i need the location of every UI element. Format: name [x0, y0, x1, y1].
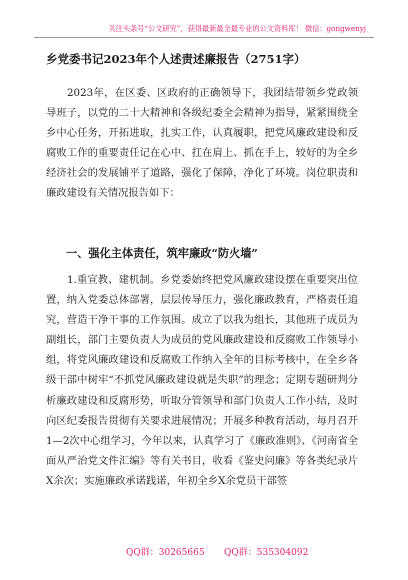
document-title: 乡党委书记2023年个人述责述廉报告（2751字）	[46, 52, 306, 66]
section-heading: 一、强化主体责任，筑牢廉政“防火墙”	[66, 246, 258, 260]
intro-paragraph: 2023年，在区委、区政府的正确领导下，我团结带领乡党政领导班子，以党的二十大精神和各级纪委全会精神为指导，紧紧围绕全乡中心任务，开拓进取，扎实工作，认真履职，把党风廉政建设和反腐败工作的重要责任记在心中、扛在肩上、抓在手上，较好的为全乡经济社会的发展铺平了道路，强化了保障，净化了环境。岗位职责和廉政建设有关情况报告如下：	[46, 87, 358, 200]
footer-qq-group-1: QQ群：30265665	[126, 548, 205, 558]
section-paragraph: 1.重宣教、建机制。乡党委始终把党风廉政建设摆在重要突出位置，纳入党委总体部署，层层传导压力，强化廉政教育，严格责任追究，营造干净干事的工作氛围。成立了以我为组长，其他班子成员为副组长，部门主要负责人为成员的党风廉政建设和反腐败工作领导小组，将党风廉政建设和反腐败工作纳入全年的目标考核中，在全乡各级干部中树牢“不抓党风廉政建设就是失职”的理念；定期专题研判分析廉政建设和反腐形势，听取分管领导和部门负责人工作小结，及时向区纪委报告贯彻有关要求进展情况；开展多种教育活动，每月召开1—2次中心组学习，今年以来，认真学习了《廉政准则》、《河南省全面从严治党文件汇编》等有关书目，收看《鉴史问廉》等各类纪录片X余次；实施廉政承诺践诺，年初全乡X余党员干部签	[46, 274, 358, 487]
header-banner: 关注头条号“公文研究”，获得最新最全最专业的公文资料库！ 微信：gongwenyj	[108, 24, 366, 33]
footer-qq-group-2: QQ群：535304092	[224, 548, 309, 558]
header-divider	[34, 37, 374, 38]
